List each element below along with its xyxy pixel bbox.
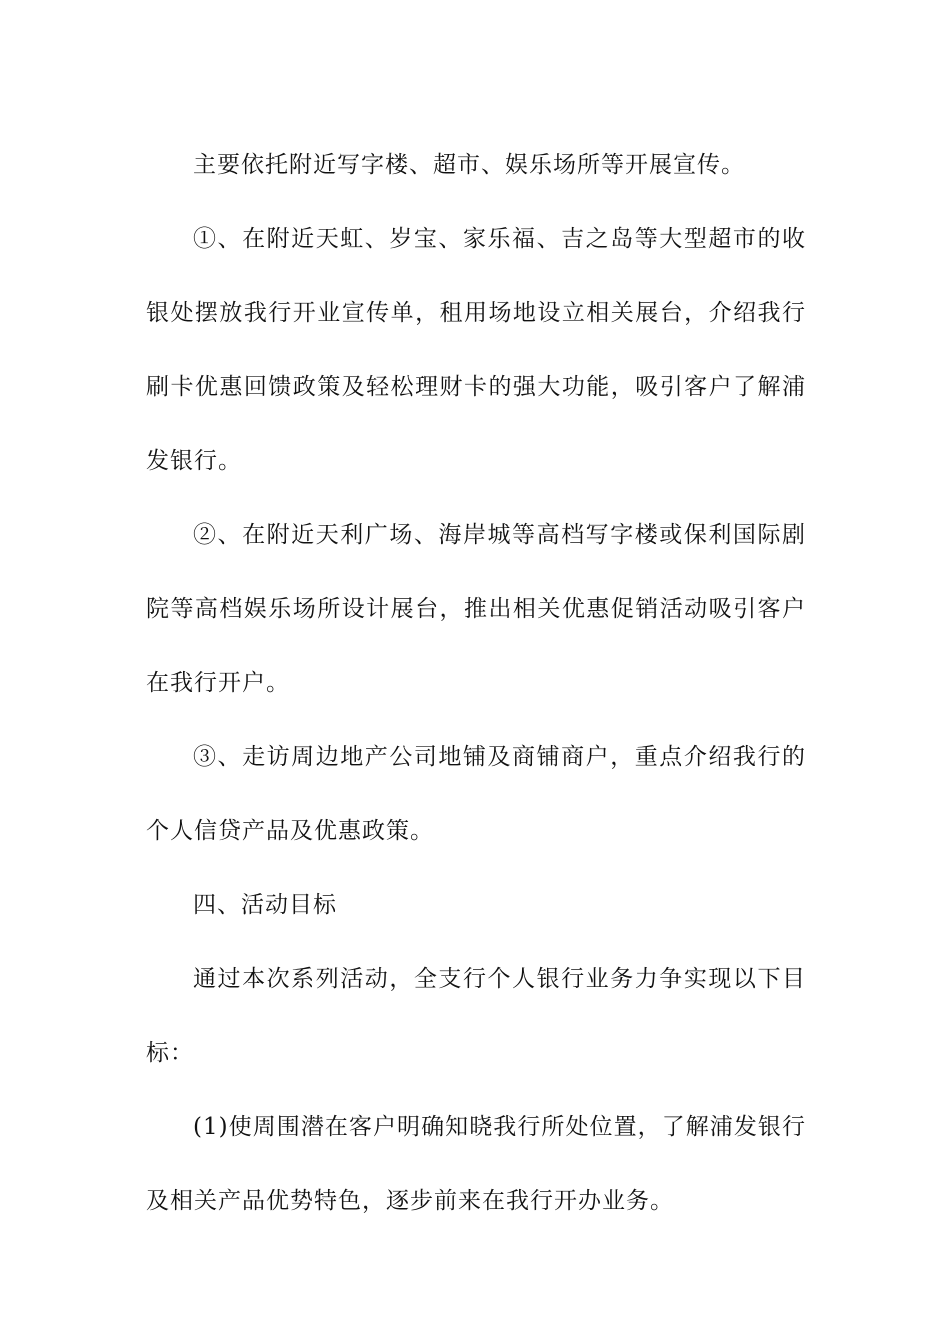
paragraph-office-entertainment-promotion: ②、在附近天利广场、海岸城等高档写字楼或保利国际剧院等高档娱乐场所设计展台，推出相关优惠促销活动吸引客户在我行开户。 bbox=[146, 522, 806, 696]
paragraph-goals-intro: 通过本次系列活动，全支行个人银行业务力争实现以下目标： bbox=[146, 966, 806, 1066]
section-heading-activity-goals: 四、活动目标 bbox=[193, 892, 337, 918]
paragraph-promotion-venues: 主要依托附近写字楼、超市、娱乐场所等开展宣传。 bbox=[193, 152, 745, 178]
paragraph-supermarket-promotion: ①、在附近天虹、岁宝、家乐福、吉之岛等大型超市的收银处摆放我行开业宣传单，租用场地设立相关展台，介绍我行刷卡优惠回馈政策及轻松理财卡的强大功能，吸引客户了解浦发银行。 bbox=[146, 226, 806, 474]
paragraph-goal-1: (1)使周围潜在客户明确知晓我行所处位置，了解浦发银行及相关产品优势特色，逐步前来在我行开办业务。 bbox=[146, 1114, 806, 1214]
document-body bbox=[146, 128, 806, 1238]
paragraph-merchant-visits: ③、走访周边地产公司地铺及商铺商户，重点介绍我行的个人信贷产品及优惠政策。 bbox=[146, 744, 806, 844]
